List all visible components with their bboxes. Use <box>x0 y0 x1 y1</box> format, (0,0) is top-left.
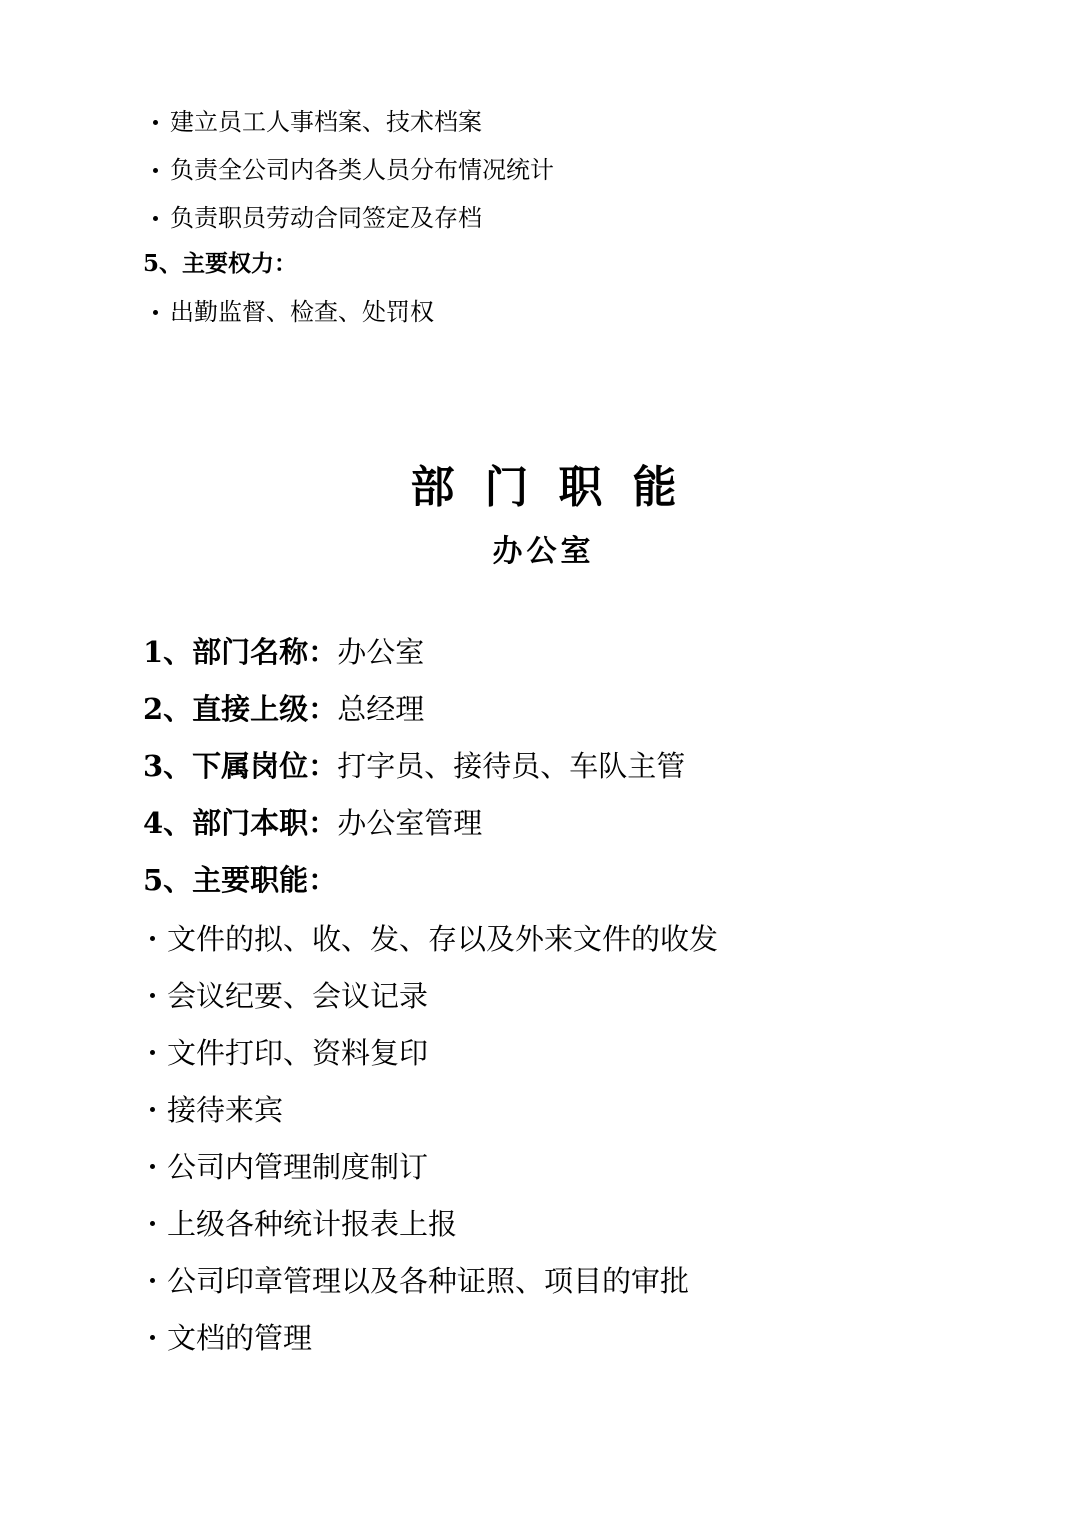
list-item <box>145 98 554 146</box>
department-fields <box>143 628 685 913</box>
list-item <box>145 288 434 336</box>
list-item <box>150 910 718 967</box>
list-item <box>150 1252 718 1309</box>
list-item <box>145 194 554 242</box>
responsibility-list <box>145 98 554 242</box>
bullet-icon <box>150 936 155 941</box>
bullet-icon <box>150 1050 155 1055</box>
field-value: 总经理 <box>337 692 425 726</box>
field-department-duty <box>143 799 685 856</box>
field-label: 3、下属岗位： <box>143 749 338 783</box>
field-value: 办公室 <box>337 635 425 669</box>
list-item <box>150 1138 718 1195</box>
list-item-text: 公司内管理制度制订 <box>167 1149 429 1184</box>
list-item <box>150 1081 718 1138</box>
page-subtitle: 办公室 <box>492 534 595 569</box>
list-item-text: 负责全公司内各类人员分布情况统计 <box>170 156 554 184</box>
powers-heading: 5、主要权力： <box>143 250 298 277</box>
bullet-icon <box>150 1278 155 1283</box>
field-label: 5、主要职能： <box>143 863 338 897</box>
bullet-icon <box>150 1164 155 1169</box>
list-item-text: 公司印章管理以及各种证照、项目的审批 <box>167 1263 690 1298</box>
list-item-text: 上级各种统计报表上报 <box>167 1206 458 1241</box>
field-value: 办公室管理 <box>337 806 483 840</box>
list-item <box>150 1195 718 1252</box>
bullet-icon <box>150 1221 155 1226</box>
list-item-text: 建立员工人事档案、技术档案 <box>170 108 482 136</box>
field-subordinate-positions <box>143 742 685 799</box>
bullet-icon <box>153 216 158 221</box>
list-item <box>145 146 554 194</box>
list-item-text: 出勤监督、检查、处罚权 <box>170 298 434 326</box>
list-item <box>150 1024 718 1081</box>
list-item <box>150 1309 718 1366</box>
field-main-functions <box>143 856 685 913</box>
list-item-text: 会议纪要、会议记录 <box>167 978 429 1013</box>
functions-list <box>150 910 718 1366</box>
list-item-text: 接待来宾 <box>167 1092 284 1127</box>
bullet-icon <box>153 120 158 125</box>
field-value: 打字员、接待员、车队主管 <box>337 749 686 783</box>
list-item-text: 文档的管理 <box>167 1320 313 1355</box>
list-item <box>150 967 718 1024</box>
field-label: 2、直接上级： <box>143 692 338 726</box>
list-item-text: 文件的拟、收、发、存以及外来文件的收发 <box>167 921 719 956</box>
powers-list <box>145 288 434 336</box>
bullet-icon <box>153 310 158 315</box>
list-item-text: 文件打印、资料复印 <box>167 1035 429 1070</box>
bullet-icon <box>150 1335 155 1340</box>
field-label: 4、部门本职： <box>143 806 338 840</box>
field-direct-superior <box>143 685 685 742</box>
field-label: 1、部门名称： <box>143 635 338 669</box>
list-item-text: 负责职员劳动合同签定及存档 <box>170 204 482 232</box>
field-department-name <box>143 628 685 685</box>
bullet-icon <box>153 168 158 173</box>
bullet-icon <box>150 993 155 998</box>
bullet-icon <box>150 1107 155 1112</box>
page-title: 部门职能 <box>410 462 707 513</box>
